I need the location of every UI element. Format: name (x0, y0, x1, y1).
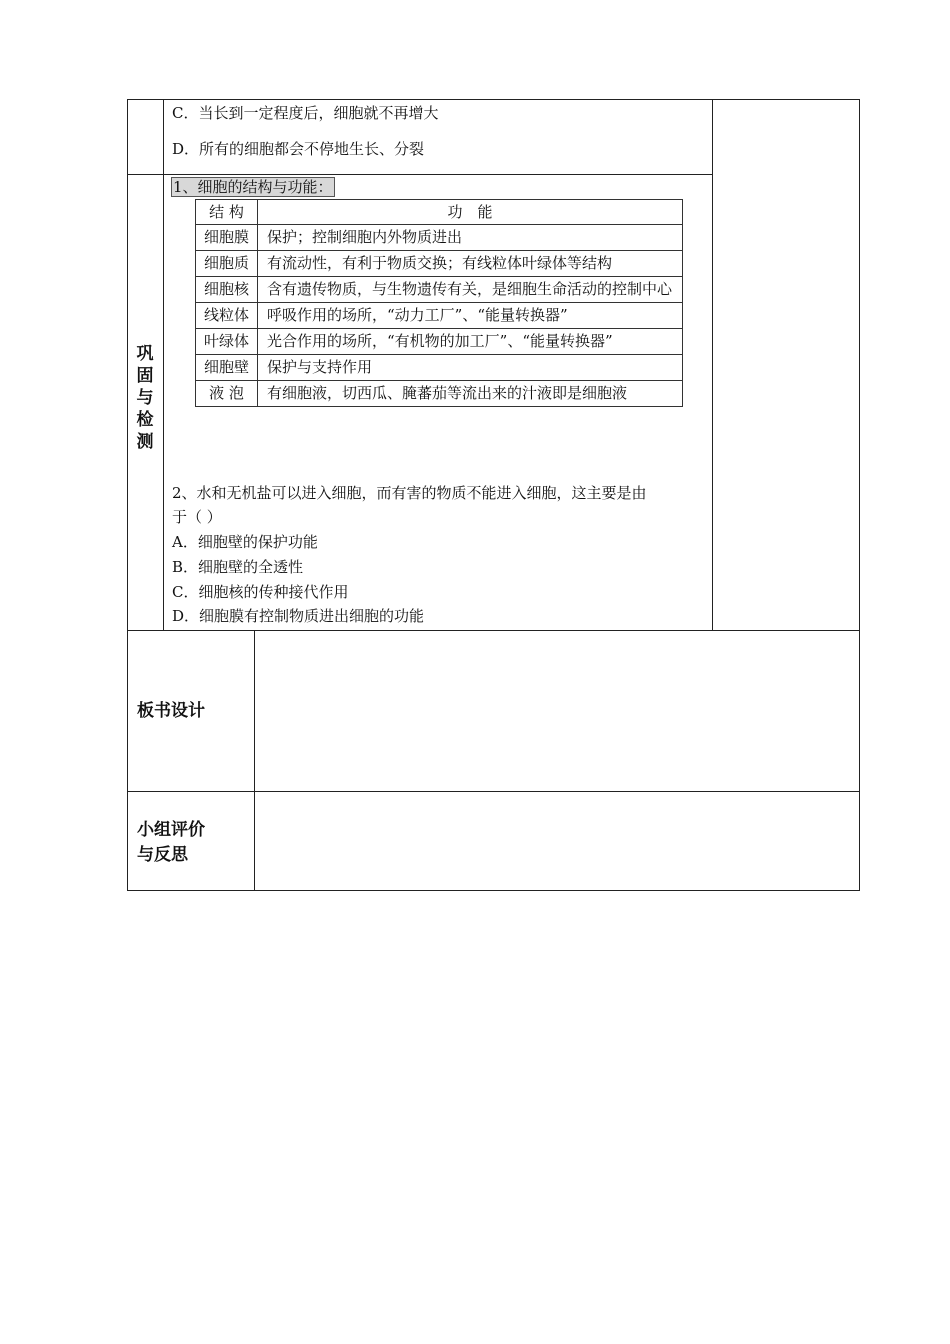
q2-option-b: B．细胞壁的全透性 (172, 558, 304, 576)
q2-line1: 2、水和无机盐可以进入细胞，而有害的物质不能进入细胞，这主要是由 (172, 484, 647, 502)
group-eval-label-line1: 小组评价 (137, 820, 205, 840)
q2-option-a: A．细胞壁的保护功能 (172, 533, 318, 551)
option-c-text: C．当长到一定程度后，细胞就不再增大 (172, 104, 439, 122)
border-left (127, 99, 128, 891)
border-row3-bottom (127, 791, 860, 792)
cell-function: 有流动性，有利于物质交换；有线粒体叶绿体等结构 (258, 251, 683, 277)
q2-option-c: C．细胞核的传种接代作用 (172, 583, 349, 601)
table-row (196, 355, 683, 381)
cell-structure: 细胞膜 (196, 225, 258, 251)
label-char: 检 (136, 410, 154, 430)
cell-function: 保护；控制细胞内外物质进出 (258, 225, 683, 251)
cell-function: 有细胞液，切西瓜、腌蕃茄等流出来的汁液即是细胞液 (258, 381, 683, 407)
label-char: 与 (136, 388, 154, 408)
cell-function: 保护与支持作用 (258, 355, 683, 381)
table-row (196, 329, 683, 355)
border-col-label (163, 99, 164, 630)
structure-function-table (195, 199, 683, 407)
table-row (196, 303, 683, 329)
q1-title (172, 177, 334, 197)
border-row2-bottom (127, 630, 860, 631)
cell-structure: 细胞壁 (196, 355, 258, 381)
border-bottom (127, 890, 860, 891)
table-header-row (196, 200, 683, 225)
q1-title-highlight: 1、细胞的结构与功能： (173, 178, 333, 196)
consolidation-label (135, 343, 155, 453)
table-row (196, 225, 683, 251)
cell-function: 光合作用的场所，“有机物的加工厂”、“能量转换器” (258, 329, 683, 355)
group-eval-label-line2: 与反思 (137, 845, 188, 865)
border-col-content (712, 99, 713, 630)
cell-structure: 细胞质 (196, 251, 258, 277)
label-char: 巩 (136, 344, 154, 364)
table-row (196, 381, 683, 407)
label-char: 测 (136, 432, 154, 452)
q2-line2: 于（ ） (172, 508, 222, 526)
cell-structure: 线粒体 (196, 303, 258, 329)
border-col-lower (254, 630, 255, 891)
cell-function: 含有遗传物质，与生物遗传有关，是细胞生命活动的控制中心 (258, 277, 683, 303)
header-structure: 结 构 (196, 200, 258, 225)
cell-structure: 细胞核 (196, 277, 258, 303)
label-char: 固 (136, 366, 154, 386)
board-design-label: 板书设计 (137, 701, 205, 721)
border-right (859, 99, 860, 891)
cell-function: 呼吸作用的场所，“动力工厂”、“能量转换器” (258, 303, 683, 329)
table-row (196, 251, 683, 277)
q2-option-d: D．细胞膜有控制物质进出细胞的功能 (172, 607, 425, 625)
header-function: 功 能 (258, 200, 683, 225)
cell-structure: 叶绿体 (196, 329, 258, 355)
border-top (127, 99, 860, 100)
cell-structure: 液 泡 (196, 381, 258, 407)
option-d-text: D．所有的细胞都会不停地生长、分裂 (172, 140, 425, 158)
table-row (196, 277, 683, 303)
border-row1-bottom (127, 174, 713, 175)
